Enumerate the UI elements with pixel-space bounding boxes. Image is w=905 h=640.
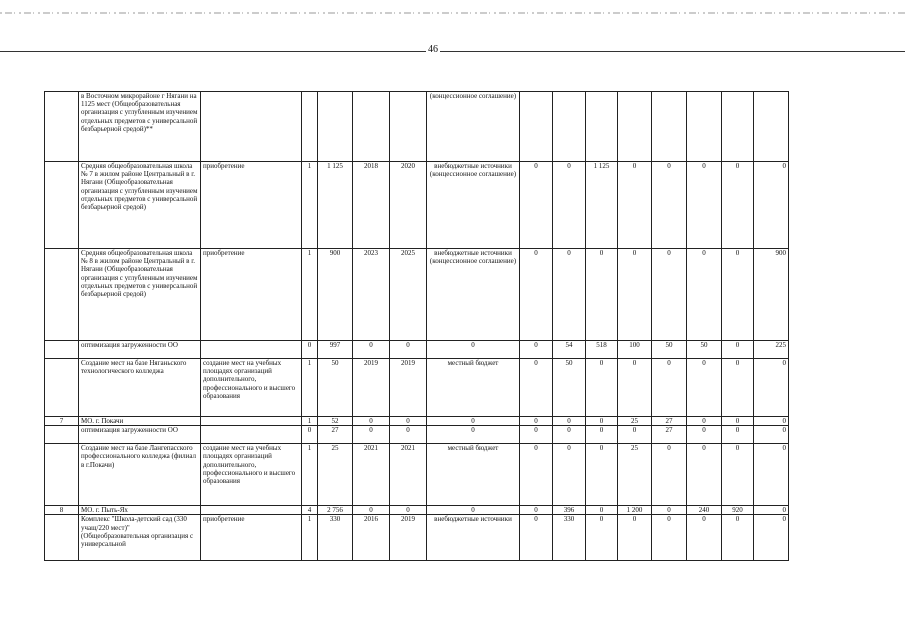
cell-y2022: 920 xyxy=(722,506,754,515)
cell-end-year: 0 xyxy=(390,426,427,444)
cell-y2018: 0 xyxy=(586,515,618,561)
cell-y2023: 0 xyxy=(754,359,789,417)
cell-y2020: 0 xyxy=(652,359,687,417)
table-row xyxy=(45,444,789,506)
cell-places: 52 xyxy=(318,417,353,426)
table-row xyxy=(45,92,789,162)
cell-y2016: 0 xyxy=(520,359,553,417)
cell-object-name: в Восточном микрорайоне г Нягани на 1125 мест (Общеобразовательная организация с углубленным изучением отдельных предметов с универсальной безбарьерной средой)** xyxy=(79,92,201,162)
cell-end-year: 2025 xyxy=(390,249,427,341)
cell-start-year: 0 xyxy=(353,417,390,426)
cell-y2022: 0 xyxy=(722,417,754,426)
cell-object-name: Средняя общеобразовательная школа № 7 в жилом районе Центральный в г. Нягани (Общеобразовательная организация с углубленным изучением отдельных предметов с универсальной безбарьерной средой) xyxy=(79,162,201,249)
cell-y2022: 0 xyxy=(722,444,754,506)
cell-y2022: 0 xyxy=(722,359,754,417)
cell-y2021: 50 xyxy=(687,341,722,359)
cell-y2022: 0 xyxy=(722,341,754,359)
cell-row-number: 8 xyxy=(45,506,79,515)
cell-y2020: 0 xyxy=(652,515,687,561)
cell-object-name: Средняя общеобразовательная школа № 8 в жилом районе Центральный в г. Нягани (Общеобразовательная организация с углубленным изучением отдельных предметов с универсальной безбарьерной средой) xyxy=(79,249,201,341)
cell-end-year: 2020 xyxy=(390,162,427,249)
cell-count: 4 xyxy=(302,506,318,515)
cell-y2022 xyxy=(722,92,754,162)
cell-y2016: 0 xyxy=(520,341,553,359)
cell-object-name: МО. г. Покачи xyxy=(79,417,201,426)
cell-end-year: 0 xyxy=(390,417,427,426)
cell-y2017: 0 xyxy=(553,249,586,341)
cell-funding-source: местный бюджет xyxy=(427,444,520,506)
cell-activity-type xyxy=(201,426,302,444)
cell-row-number xyxy=(45,249,79,341)
cell-y2018: 1 125 xyxy=(586,162,618,249)
cell-count: 1 xyxy=(302,444,318,506)
cell-y2021: 0 xyxy=(687,417,722,426)
cell-activity-type: приобретение xyxy=(201,249,302,341)
cell-y2019: 0 xyxy=(618,515,652,561)
cell-funding-source: внебюджетные источники (концессионное соглашение) xyxy=(427,249,520,341)
cell-start-year: 0 xyxy=(353,426,390,444)
cell-y2017: 0 xyxy=(553,444,586,506)
cell-y2019: 0 xyxy=(618,426,652,444)
cell-end-year: 0 xyxy=(390,506,427,515)
cell-y2023: 0 xyxy=(754,444,789,506)
page-rule xyxy=(0,51,905,52)
cell-row-number xyxy=(45,444,79,506)
cell-row-number xyxy=(45,359,79,417)
cell-y2021: 0 xyxy=(687,444,722,506)
cell-y2019: 100 xyxy=(618,341,652,359)
cell-y2023: 225 xyxy=(754,341,789,359)
cell-places: 50 xyxy=(318,359,353,417)
cell-count: 1 xyxy=(302,249,318,341)
cell-y2023: 0 xyxy=(754,426,789,444)
cell-y2023: 0 xyxy=(754,515,789,561)
cell-places: 997 xyxy=(318,341,353,359)
cell-y2019: 25 xyxy=(618,444,652,506)
cell-count: 1 xyxy=(302,515,318,561)
cell-y2018 xyxy=(586,92,618,162)
cell-places: 900 xyxy=(318,249,353,341)
cell-start-year: 2016 xyxy=(353,515,390,561)
cell-y2021: 0 xyxy=(687,359,722,417)
cell-y2019: 1 200 xyxy=(618,506,652,515)
cell-y2018: 0 xyxy=(586,506,618,515)
cell-row-number xyxy=(45,92,79,162)
cell-y2023 xyxy=(754,92,789,162)
table-row xyxy=(45,162,789,249)
table-row xyxy=(45,426,789,444)
cell-y2016: 0 xyxy=(520,417,553,426)
cell-y2016: 0 xyxy=(520,444,553,506)
cell-y2022: 0 xyxy=(722,249,754,341)
cell-y2016: 0 xyxy=(520,515,553,561)
cell-y2020 xyxy=(652,92,687,162)
cell-y2020: 0 xyxy=(652,249,687,341)
cell-y2018: 0 xyxy=(586,249,618,341)
cell-y2021 xyxy=(687,92,722,162)
cell-places: 1 125 xyxy=(318,162,353,249)
cell-y2017: 0 xyxy=(553,426,586,444)
cell-funding-source: местный бюджет xyxy=(427,359,520,417)
cell-y2020: 0 xyxy=(652,444,687,506)
cell-start-year: 2019 xyxy=(353,359,390,417)
cell-y2019: 0 xyxy=(618,249,652,341)
cell-start-year: 0 xyxy=(353,506,390,515)
cell-y2021: 0 xyxy=(687,426,722,444)
cell-y2018: 0 xyxy=(586,359,618,417)
cell-y2017 xyxy=(553,92,586,162)
table-row xyxy=(45,249,789,341)
cell-activity-type xyxy=(201,341,302,359)
cell-row-number: 7 xyxy=(45,417,79,426)
cell-y2016: 0 xyxy=(520,162,553,249)
cell-funding-source: внебюджетные источники (концессионное соглашение) xyxy=(427,162,520,249)
cell-y2018: 0 xyxy=(586,444,618,506)
cell-y2018: 0 xyxy=(586,417,618,426)
cell-funding-source: внебюджетные источники xyxy=(427,515,520,561)
cell-start-year: 2021 xyxy=(353,444,390,506)
cell-object-name: оптимизация загруженности ОО xyxy=(79,426,201,444)
cell-y2019: 25 xyxy=(618,417,652,426)
cell-end-year: 2021 xyxy=(390,444,427,506)
cell-funding-source: 0 xyxy=(427,341,520,359)
cell-activity-type xyxy=(201,506,302,515)
cell-places: 330 xyxy=(318,515,353,561)
page-number: 46 xyxy=(428,44,438,55)
table-row xyxy=(45,515,789,561)
cell-y2016: 0 xyxy=(520,249,553,341)
cell-y2017: 330 xyxy=(553,515,586,561)
cell-activity-type: приобретение xyxy=(201,515,302,561)
cell-y2023: 900 xyxy=(754,249,789,341)
table-row xyxy=(45,341,789,359)
cell-y2017: 0 xyxy=(553,417,586,426)
cell-y2016 xyxy=(520,92,553,162)
cell-y2021: 0 xyxy=(687,515,722,561)
scan-artifact-top xyxy=(0,10,905,16)
cell-funding-source: 0 xyxy=(427,417,520,426)
cell-start-year: 2018 xyxy=(353,162,390,249)
cell-activity-type: создание мест на учебных площадях организаций дополнительного, профессионального и высшего образования xyxy=(201,444,302,506)
cell-end-year: 0 xyxy=(390,341,427,359)
cell-object-name: Создание мест на базе Няганьского технологического колледжа xyxy=(79,359,201,417)
cell-end-year xyxy=(390,92,427,162)
cell-funding-source: (концессионное соглашение) xyxy=(427,92,520,162)
cell-start-year: 2023 xyxy=(353,249,390,341)
cell-funding-source: 0 xyxy=(427,426,520,444)
cell-y2023: 0 xyxy=(754,162,789,249)
cell-activity-type xyxy=(201,92,302,162)
cell-places xyxy=(318,92,353,162)
cell-y2023: 0 xyxy=(754,417,789,426)
cell-object-name: Комплекс "Школа-детский сад (330 учащ/220 мест)" (Общеобразовательная организация с универсальной xyxy=(79,515,201,561)
cell-count: 1 xyxy=(302,162,318,249)
cell-y2020: 0 xyxy=(652,162,687,249)
cell-y2020: 27 xyxy=(652,426,687,444)
cell-y2023: 0 xyxy=(754,506,789,515)
cell-activity-type: создание мест на учебных площадях организаций дополнительного, профессионального и высшего образования xyxy=(201,359,302,417)
cell-end-year: 2019 xyxy=(390,515,427,561)
cell-y2019: 0 xyxy=(618,162,652,249)
table-row xyxy=(45,506,789,515)
cell-row-number xyxy=(45,162,79,249)
cell-count: 0 xyxy=(302,426,318,444)
cell-row-number xyxy=(45,341,79,359)
cell-y2022: 0 xyxy=(722,515,754,561)
cell-y2017: 50 xyxy=(553,359,586,417)
cell-y2020: 50 xyxy=(652,341,687,359)
cell-row-number xyxy=(45,515,79,561)
cell-y2018: 518 xyxy=(586,341,618,359)
cell-y2022: 0 xyxy=(722,162,754,249)
cell-y2022: 0 xyxy=(722,426,754,444)
cell-start-year: 0 xyxy=(353,341,390,359)
cell-places: 25 xyxy=(318,444,353,506)
cell-y2019: 0 xyxy=(618,359,652,417)
cell-count: 0 xyxy=(302,341,318,359)
cell-start-year xyxy=(353,92,390,162)
cell-count: 1 xyxy=(302,359,318,417)
cell-y2017: 0 xyxy=(553,162,586,249)
cell-object-name: оптимизация загруженности ОО xyxy=(79,341,201,359)
table-row xyxy=(45,359,789,417)
cell-y2019 xyxy=(618,92,652,162)
cell-y2017: 396 xyxy=(553,506,586,515)
cell-row-number xyxy=(45,426,79,444)
cell-y2017: 54 xyxy=(553,341,586,359)
table-row xyxy=(45,417,789,426)
cell-y2016: 0 xyxy=(520,426,553,444)
cell-count xyxy=(302,92,318,162)
cell-y2020: 27 xyxy=(652,417,687,426)
cell-funding-source: 0 xyxy=(427,506,520,515)
cell-y2021: 0 xyxy=(687,249,722,341)
cell-y2020: 0 xyxy=(652,506,687,515)
cell-object-name: МО. г. Пыть-Ях xyxy=(79,506,201,515)
investment-table xyxy=(44,91,789,561)
cell-y2018: 0 xyxy=(586,426,618,444)
cell-places: 2 756 xyxy=(318,506,353,515)
cell-y2021: 240 xyxy=(687,506,722,515)
cell-activity-type xyxy=(201,417,302,426)
cell-activity-type: приобретение xyxy=(201,162,302,249)
cell-object-name: Создание мест на базе Лангепасского профессионального колледжа (филиал в г.Покачи) xyxy=(79,444,201,506)
cell-places: 27 xyxy=(318,426,353,444)
cell-y2016: 0 xyxy=(520,506,553,515)
cell-end-year: 2019 xyxy=(390,359,427,417)
cell-y2021: 0 xyxy=(687,162,722,249)
cell-count: 1 xyxy=(302,417,318,426)
